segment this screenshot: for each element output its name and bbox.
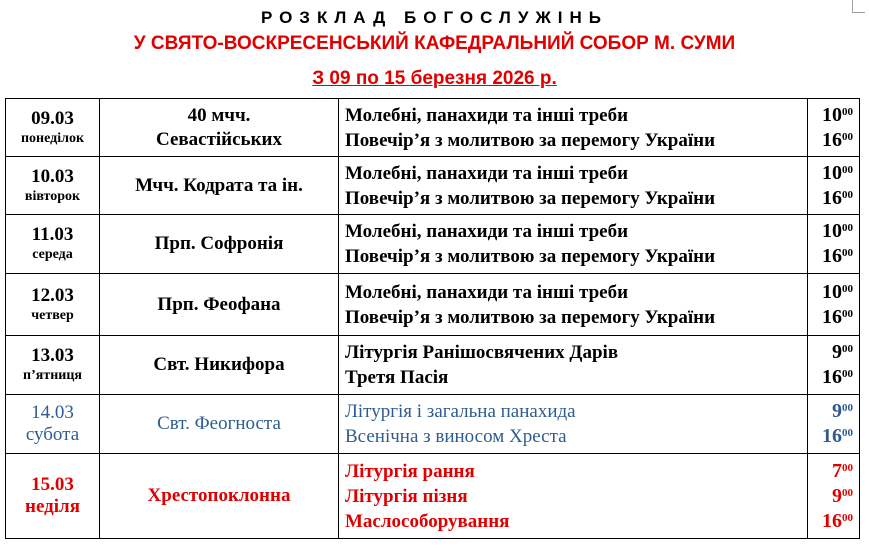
time-minutes: 00: [842, 402, 853, 414]
time-hour: 16: [822, 128, 842, 151]
services-cell: [339, 99, 808, 157]
time-minutes: 00: [842, 427, 853, 439]
date-period-text: З 09 по 15 березня 2026 р.: [312, 68, 557, 89]
date-number: 13.03: [31, 345, 74, 367]
feast-name: Свт. Никифора: [100, 336, 339, 395]
time-hour: 7: [832, 459, 842, 482]
date-number: 11.03: [31, 224, 74, 246]
time-minutes: 00: [842, 282, 853, 295]
services-cell: [339, 157, 808, 215]
service-time: [808, 280, 853, 305]
time-hour: 16: [822, 305, 842, 328]
service-time: [808, 484, 853, 509]
services-cell: [339, 395, 808, 454]
times-cell: [808, 395, 860, 454]
service-name: Третя Пасія: [345, 367, 449, 388]
time-hour: 10: [822, 103, 842, 126]
weekday-name: четвер: [31, 307, 74, 323]
time-minutes: 00: [842, 130, 853, 143]
schedule-row-saturday: [6, 395, 860, 454]
service-time: [808, 365, 853, 390]
time-hour: 10: [822, 280, 842, 303]
service-time: [808, 161, 853, 186]
weekday-name: п’ятниця: [23, 368, 82, 384]
time-minutes: 00: [842, 343, 853, 355]
weekday-name: неділя: [25, 496, 80, 517]
weekday-name: середа: [32, 247, 73, 263]
time-minutes: 00: [842, 368, 853, 380]
date-cell: [6, 336, 100, 395]
services-cell: [339, 454, 808, 539]
time-hour: 10: [822, 220, 842, 242]
time-hour: 16: [822, 366, 842, 388]
times-cell: [808, 336, 860, 395]
service-time: [808, 186, 853, 211]
feast-name: Свт. Феогноста: [100, 395, 339, 454]
times-cell: [808, 274, 860, 336]
service-time: [808, 459, 853, 484]
service-name: Літургія пізня: [345, 485, 468, 507]
date-number: 14.03: [31, 402, 74, 424]
schedule-table: [5, 98, 860, 539]
date-cell: [6, 395, 100, 454]
times-cell: [808, 215, 860, 274]
service-name: Молебні, панахиди та інші треби: [345, 162, 629, 184]
service-name: Повечір’я з молитвою за перемогу України: [345, 246, 716, 267]
time-minutes: 00: [842, 163, 853, 176]
feast-name-line: 40 мчч.: [187, 104, 251, 126]
schedule-row-monday: [6, 99, 860, 157]
service-time: [808, 340, 853, 365]
schedule-row-wednesday: [6, 215, 860, 274]
service-time: [808, 103, 853, 128]
cathedral-subtitle: У СВЯТО-ВОСКРЕСЕНСЬКИЙ КАФЕДРАЛЬНИЙ СОБОР М. СУМИ: [133, 33, 736, 54]
date-cell: [6, 454, 100, 539]
weekday-name: вівторок: [24, 188, 81, 204]
date-cell: [6, 157, 100, 215]
service-name: Маслособорування: [345, 510, 510, 532]
service-name: Молебні, панахиди та інші треби: [345, 104, 629, 126]
time-hour: 10: [822, 161, 842, 184]
service-name: Літургія Ранішосвячених Дарів: [345, 342, 619, 363]
schedule-row-tuesday: [6, 157, 860, 215]
time-minutes: 00: [842, 105, 853, 118]
services-cell: [339, 215, 808, 274]
time-hour: 16: [822, 425, 842, 447]
feast-name: Мчч. Кодрата та ін.: [100, 157, 339, 215]
date-period: [0, 68, 869, 90]
service-time: [808, 128, 853, 153]
service-name: Всенічна з виносом Хреста: [345, 426, 567, 447]
service-name: Літургія рання: [345, 460, 475, 482]
time-minutes: 00: [842, 222, 853, 234]
times-cell: [808, 454, 860, 539]
date-number: 12.03: [31, 284, 74, 306]
time-hour: 9: [832, 341, 842, 363]
date-number: 09.03: [31, 107, 74, 129]
service-time: [808, 244, 853, 269]
date-cell: [6, 274, 100, 336]
date-cell: [6, 215, 100, 274]
schedule-row-friday: [6, 336, 860, 395]
schedule-row-sunday: [6, 454, 860, 539]
time-hour: 9: [832, 400, 842, 422]
service-name: Повечір’я з молитвою за перемогу України: [345, 187, 716, 209]
service-name: Повечір’я з молитвою за перемогу України: [345, 306, 716, 328]
feast-name: [100, 99, 339, 157]
weekday-name: понеділок: [20, 130, 85, 146]
weekday-name: субота: [25, 424, 80, 445]
time-minutes: 00: [842, 461, 853, 474]
service-name: Молебні, панахиди та інші треби: [345, 281, 629, 303]
time-minutes: 00: [842, 188, 853, 201]
date-number: 10.03: [31, 165, 74, 187]
times-cell: [808, 157, 860, 215]
time-minutes: 00: [842, 511, 853, 524]
time-hour: 16: [822, 186, 842, 209]
services-cell: [339, 336, 808, 395]
service-name: Повечір’я з молитвою за перемогу України: [345, 129, 716, 151]
feast-name: Хрестопоклонна: [100, 454, 339, 539]
time-hour: 16: [822, 509, 842, 532]
time-hour: 16: [822, 245, 842, 267]
service-time: [808, 219, 853, 244]
feast-name: Прп. Софронія: [100, 215, 339, 274]
time-minutes: 00: [842, 307, 853, 320]
time-hour: 9: [832, 484, 842, 507]
service-time: [808, 305, 853, 330]
service-time: [808, 399, 853, 424]
date-number: 15.03: [31, 474, 74, 496]
service-time: [808, 424, 853, 449]
schedule-row-thursday: [6, 274, 860, 336]
feast-name-line: Севастійських: [155, 128, 282, 150]
services-cell: [339, 274, 808, 336]
service-name: Літургія і загальна панахида: [345, 401, 576, 422]
time-minutes: 00: [842, 486, 853, 499]
times-cell: [808, 99, 860, 157]
time-minutes: 00: [842, 247, 853, 259]
page-title: РОЗКЛАД БОГОСЛУЖІНЬ: [260, 8, 609, 27]
service-time: [808, 509, 853, 534]
service-name: Молебні, панахиди та інші треби: [345, 221, 629, 242]
date-cell: [6, 99, 100, 157]
feast-name: Прп. Феофана: [100, 274, 339, 336]
